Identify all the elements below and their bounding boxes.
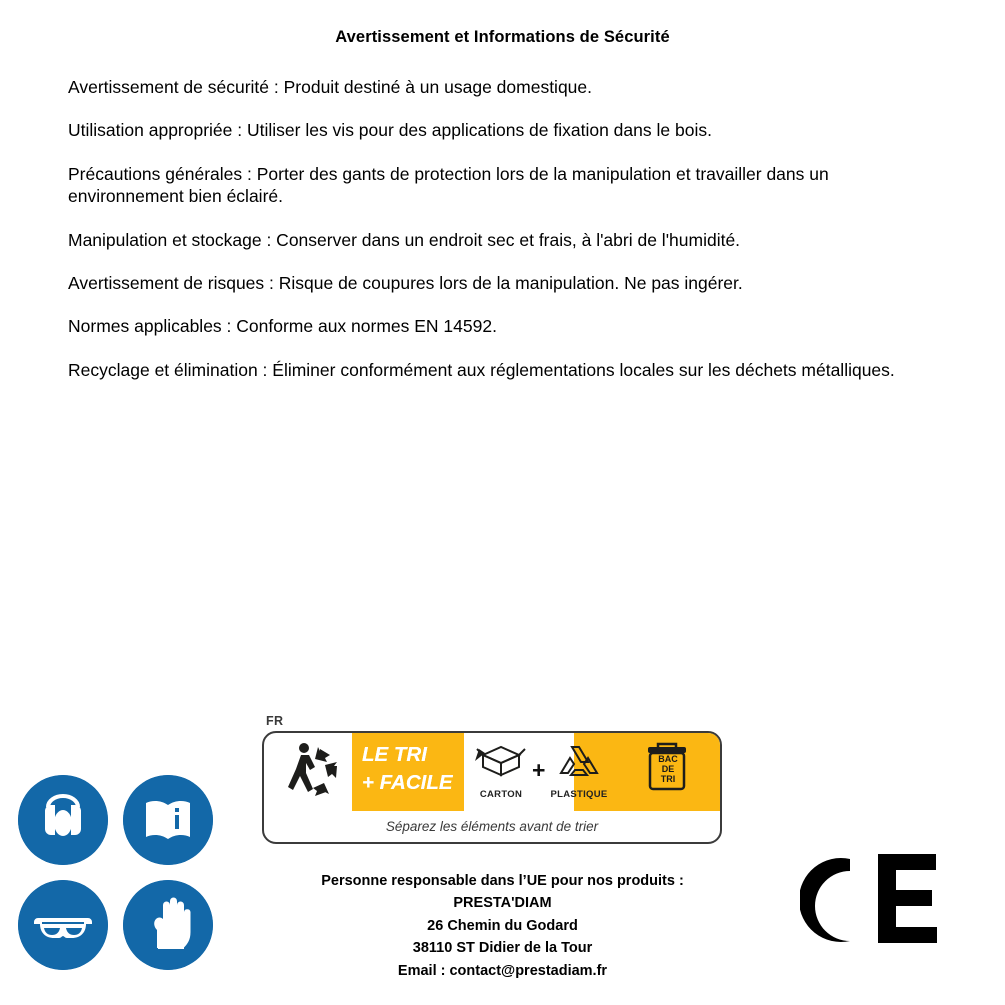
paragraph-safety-warning: Avertissement de sécurité : Produit destiné à un usage domestique. (68, 77, 593, 97)
recycling-footer-text: Séparez les éléments avant de trier (385, 819, 599, 834)
recycling-language-code: FR (266, 714, 284, 728)
carton-icon (469, 739, 533, 783)
eye-protection-icon (18, 880, 108, 970)
plastique-caption: PLASTIQUE (550, 789, 608, 800)
triman-icon (274, 739, 348, 805)
heading-prefix: Personne responsable dans l’ (321, 873, 527, 889)
ear-protection-icon (18, 775, 108, 865)
recycling-headline-line2: + FACILE (362, 771, 453, 795)
heading-suffix: pour nos produits : (546, 873, 684, 889)
responsible-person-heading (200, 870, 805, 892)
responsible-person-block (200, 870, 805, 982)
plastique-item (546, 739, 612, 800)
safety-information-body (68, 76, 928, 381)
recycling-headline (362, 741, 458, 798)
paragraph-recycling-disposal: Recyclage et élimination : Éliminer conformément aux réglementations locales sur les déchets métalliques. (68, 359, 895, 380)
bin-caption-line2: DE (661, 763, 675, 774)
paragraph-proper-use: Utilisation appropriée : Utiliser les vis pour des applications de fixation dans le bois. (68, 120, 712, 141)
recycling-label-box (262, 731, 722, 844)
ce-marking-icon (800, 845, 950, 955)
read-manual-icon (123, 775, 213, 865)
bin-caption-line3: TRI (660, 773, 676, 784)
pictogram-group (18, 775, 228, 987)
company-email: Email : contact@prestadiam.fr (397, 962, 608, 979)
heading-strong: UE (526, 873, 547, 889)
recycling-separator: + (532, 757, 546, 783)
recycling-headline-line1: LE TRI (362, 743, 427, 766)
paragraph-standards: Normes applicables : Conforme aux normes EN 14592. (68, 316, 497, 337)
paragraph-risk-warning: Avertissement de risques : Risque de coupures lors de la manipulation. Ne pas ingérer. (68, 272, 743, 293)
company-city: 38110 ST Didier de la Tour (412, 940, 593, 957)
carton-caption: CARTON (479, 789, 523, 800)
bin-caption (648, 755, 688, 785)
bin-item (636, 739, 698, 806)
recycling-label (262, 714, 724, 846)
bin-caption-line1: BAC (658, 754, 678, 764)
company-name: PRESTA'DIAM (453, 895, 552, 912)
paragraph-handling-storage: Manipulation et stockage : Conserver dans un endroit sec et frais, à l'abri de l'humidité. (68, 229, 741, 250)
page-title: Avertissement et Informations de Sécurité (335, 28, 670, 46)
recycle-arrows-icon (547, 739, 611, 783)
carton-item (468, 739, 534, 800)
paragraph-general-precautions: Précautions générales : Porter des gants de protection lors de la manipulation et travailler dans un environnement bien éclairé. (68, 163, 829, 207)
company-street: 26 Chemin du Godard (427, 917, 578, 934)
